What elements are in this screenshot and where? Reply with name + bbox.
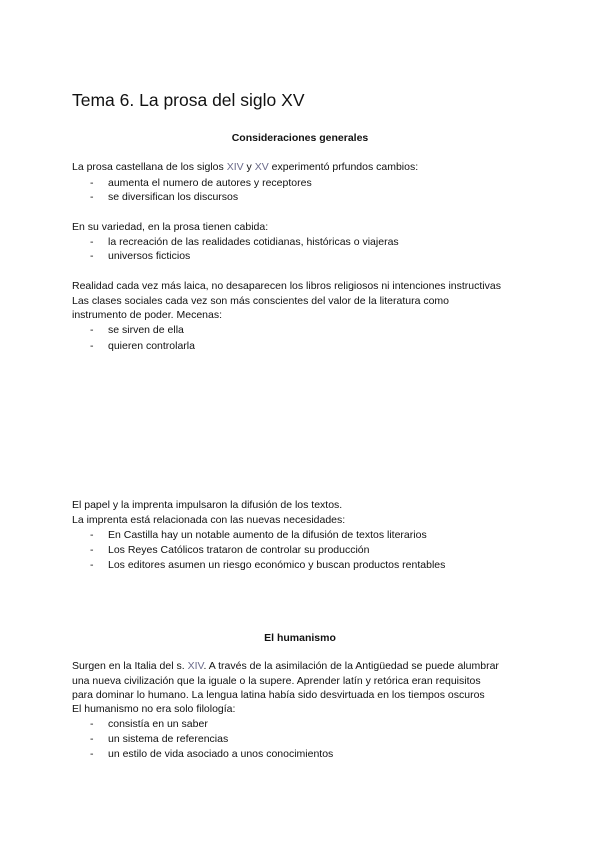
- variety-paragraph: En su variedad, en la prosa tienen cabida:: [72, 221, 269, 233]
- paragraph-line: instrumento de poder. Mecenas:: [72, 309, 223, 321]
- bullet-dash: -: [90, 191, 94, 203]
- bullet-dash: -: [90, 177, 94, 189]
- roman-numeral: XV: [254, 161, 269, 173]
- list-item: consistía en un saber: [108, 718, 208, 730]
- paragraph-line: Las clases sociales cada vez son más conscientes del valor de la literatura como: [72, 295, 450, 307]
- page-title: Tema 6. La prosa del siglo XV: [72, 90, 305, 110]
- bullet-dash: -: [90, 324, 94, 336]
- list-item: Los editores asumen un riesgo económico y buscan productos rentables: [108, 559, 446, 571]
- list-item: universos ficticios: [108, 250, 191, 262]
- paragraph-line: El humanismo no era solo filología:: [72, 703, 236, 715]
- bullet-dash: -: [90, 250, 94, 262]
- list-item: un sistema de referencias: [108, 733, 229, 745]
- paragraph-line: Realidad cada vez más laica, no desaparecen los libros religiosos ni intenciones instructivas: [72, 280, 501, 292]
- bullet-dash: -: [90, 340, 94, 352]
- paragraph-line: El papel y la imprenta impulsaron la difusión de los textos.: [72, 499, 343, 511]
- bullet-dash: -: [90, 748, 94, 760]
- paragraph-line: La imprenta está relacionada con las nuevas necesidades:: [72, 514, 346, 526]
- humanismo-first-line: [72, 661, 499, 672]
- list-item: Los Reyes Católicos trataron de controlar su producción: [108, 544, 370, 556]
- intro-text-before: La prosa castellana de los siglos: [72, 161, 227, 173]
- list-item: se sirven de ella: [108, 324, 184, 336]
- intro-text-after: experimentó prfundos cambios:: [268, 161, 419, 173]
- list-item: un estilo de vida asociado a unos conocimientos: [108, 748, 334, 760]
- paragraph-line: una nueva civilización que la iguale o la supere. Aprender latín y retórica eran requisitos: [72, 675, 481, 687]
- list-item: aumenta el numero de autores y receptores: [108, 177, 312, 189]
- bullet-dash: -: [90, 529, 94, 541]
- list-item: se diversifican los discursos: [108, 191, 239, 203]
- list-item: la recreación de las realidades cotidianas, históricas o viajeras: [108, 236, 399, 248]
- bullet-dash: -: [90, 718, 94, 730]
- section-heading-general: Consideraciones generales: [231, 132, 369, 144]
- paragraph-line: para dominar lo humano. La lengua latina había sido desvirtuada en los tiempos oscuros: [72, 689, 485, 701]
- humanismo-text-before: Surgen en la Italia del s.: [72, 660, 188, 672]
- humanismo-text-after: . A través de la asimilación de la Antigüedad se puede alumbrar: [203, 660, 499, 672]
- list-item: En Castilla hay un notable aumento de la difusión de textos literarios: [108, 529, 427, 541]
- section-heading-humanismo: El humanismo: [264, 632, 336, 644]
- roman-numeral: XIV: [226, 161, 244, 173]
- bullet-dash: -: [90, 559, 94, 571]
- list-item: quieren controlarla: [108, 340, 195, 352]
- intro-paragraph: [72, 162, 418, 173]
- intro-text-mid: y: [243, 161, 255, 173]
- bullet-dash: -: [90, 544, 94, 556]
- bullet-dash: -: [90, 236, 94, 248]
- roman-numeral: XIV: [187, 660, 204, 672]
- bullet-dash: -: [90, 733, 94, 745]
